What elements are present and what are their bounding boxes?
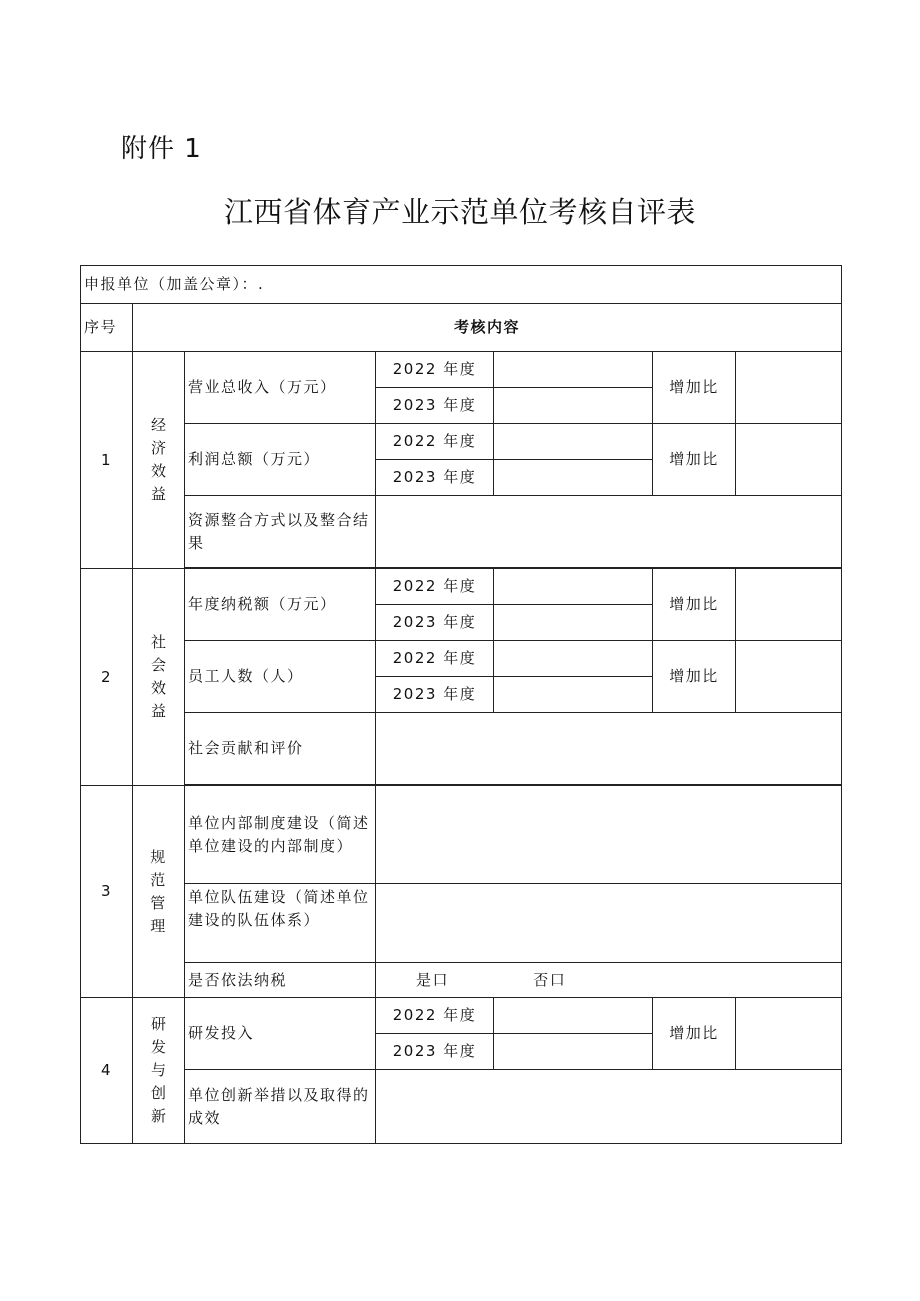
attachment-label: 附件 1 <box>121 134 202 164</box>
item-label: 员工人数（人） <box>185 641 376 713</box>
item-label: 利润总额（万元） <box>185 424 376 496</box>
text-field[interactable] <box>376 1070 842 1144</box>
table-row <box>81 496 842 568</box>
seq-header: 序号 <box>81 304 133 352</box>
text-field[interactable] <box>376 713 842 785</box>
item-label: 单位创新举措以及取得的成效 <box>185 1070 376 1144</box>
table-row <box>81 786 842 884</box>
section-category: 规范管理 <box>133 786 185 998</box>
table-row <box>81 424 842 460</box>
ratio-label: 增加比 <box>653 641 736 713</box>
ratio-field[interactable] <box>736 424 842 496</box>
table-row <box>81 963 842 998</box>
section-category: 社会效益 <box>133 569 185 786</box>
applicant-label: 申报单位（加盖公章）：. <box>81 266 842 304</box>
applicant-row <box>81 266 842 304</box>
text-field[interactable] <box>376 884 842 963</box>
value-field[interactable] <box>494 677 653 713</box>
year-label: 2023 年度 <box>376 460 494 496</box>
ratio-label: 增加比 <box>653 352 736 424</box>
no-checkbox[interactable]: 否口 <box>533 970 567 989</box>
assessment-table <box>80 265 842 1144</box>
section-category: 经济效益 <box>133 352 185 569</box>
page-title: 江西省体育产业示范单位考核自评表 <box>223 195 696 229</box>
section-seq: 2 <box>81 569 133 786</box>
text-field[interactable] <box>376 496 842 568</box>
ratio-field[interactable] <box>736 641 842 713</box>
ratio-label: 增加比 <box>653 424 736 496</box>
value-field[interactable] <box>494 569 653 605</box>
ratio-label: 增加比 <box>653 998 736 1070</box>
table-row <box>81 352 842 388</box>
yes-checkbox[interactable]: 是口 <box>416 970 450 989</box>
year-label: 2022 年度 <box>376 569 494 605</box>
item-label: 单位内部制度建设（简述单位建设的内部制度） <box>185 786 376 884</box>
year-label: 2023 年度 <box>376 388 494 424</box>
item-label: 年度纳税额（万元） <box>185 569 376 641</box>
item-label: 研发投入 <box>185 998 376 1070</box>
value-field[interactable] <box>494 605 653 641</box>
table-row <box>81 1070 842 1144</box>
table-row <box>81 569 842 605</box>
value-field[interactable] <box>494 352 653 388</box>
header-row <box>81 304 842 352</box>
item-label: 单位队伍建设（简述单位建设的队伍体系） <box>185 884 376 963</box>
value-field[interactable] <box>494 1034 653 1070</box>
table-row <box>81 713 842 785</box>
content-header: 考核内容 <box>133 304 842 352</box>
section-seq: 3 <box>81 786 133 998</box>
ratio-field[interactable] <box>736 998 842 1070</box>
item-label: 资源整合方式以及整合结果 <box>185 496 376 568</box>
section-seq: 1 <box>81 352 133 569</box>
table-row <box>81 998 842 1034</box>
value-field[interactable] <box>494 641 653 677</box>
table-row <box>81 884 842 963</box>
year-label: 2023 年度 <box>376 605 494 641</box>
tax-options <box>376 963 842 998</box>
year-label: 2022 年度 <box>376 352 494 388</box>
year-label: 2023 年度 <box>376 1034 494 1070</box>
year-label: 2023 年度 <box>376 677 494 713</box>
value-field[interactable] <box>494 424 653 460</box>
value-field[interactable] <box>494 460 653 496</box>
year-label: 2022 年度 <box>376 424 494 460</box>
year-label: 2022 年度 <box>376 641 494 677</box>
ratio-field[interactable] <box>736 569 842 641</box>
text-field[interactable] <box>376 786 842 884</box>
year-label: 2022 年度 <box>376 998 494 1034</box>
ratio-label: 增加比 <box>653 569 736 641</box>
ratio-field[interactable] <box>736 352 842 424</box>
item-label: 是否依法纳税 <box>185 963 376 998</box>
value-field[interactable] <box>494 388 653 424</box>
section-category: 研发与创新 <box>133 998 185 1144</box>
item-label: 社会贡献和评价 <box>185 713 376 785</box>
value-field[interactable] <box>494 998 653 1034</box>
item-label: 营业总收入（万元） <box>185 352 376 424</box>
section-seq: 4 <box>81 998 133 1144</box>
table-row <box>81 641 842 677</box>
